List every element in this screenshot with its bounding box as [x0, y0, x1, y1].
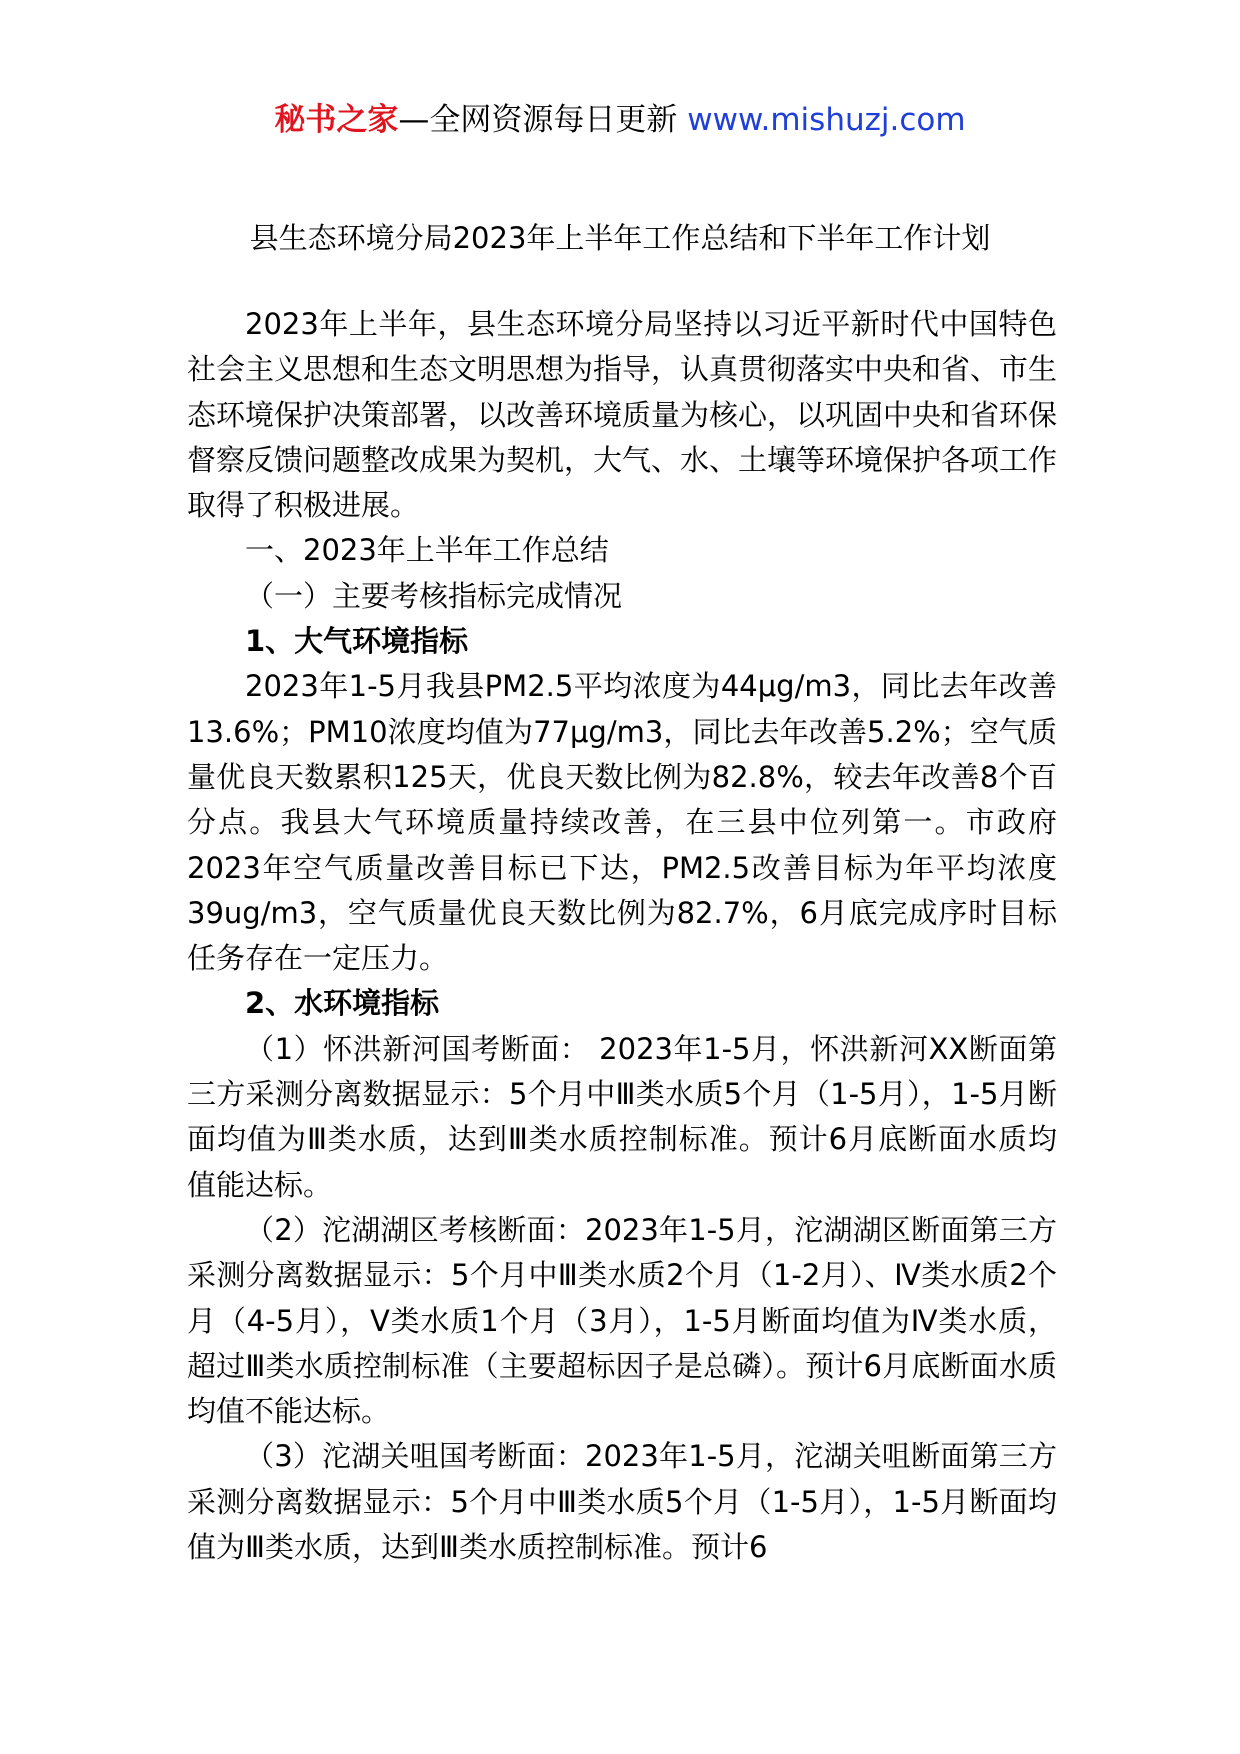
section-heading-summary: 一、2023年上半年工作总结 [245, 533, 609, 568]
document-body [187, 302, 1057, 1570]
paragraph-water-section-2: （2）沱湖湖区考核断面：2023年1-5月，沱湖湖区断面第三方采测分离数据显示：5个月中Ⅲ类水质2个月（1-2月）、Ⅳ类水质2个月（4-5月），Ⅴ类水质1个月（3月），1-5月断面均值为Ⅳ类水质，超过Ⅲ类水质控制标准（主要超标因子是总磷）。预计6月底断面水质均值不能达标。 [187, 1212, 1057, 1429]
intro-paragraph: 2023年上半年，县生态环境分局坚持以习近平新时代中国特色社会主义思想和生态文明思想为指导，认真贯彻落实中央和省、市生态环境保护决策部署，以改善环境质量为核心，以巩固中央和省环保督察反馈问题整改成果为契机，大气、水、土壤等环境保护各项工作取得了积极进展。 [187, 307, 1058, 523]
subsection-heading-indicators: （一）主要考核指标完成情况 [245, 578, 623, 613]
site-watermark-header [0, 98, 1240, 142]
document-title: 县生态环境分局2023年上半年工作总结和下半年工作计划 [249, 221, 991, 255]
brand-name: 秘书之家 [274, 102, 399, 138]
paragraph-air-quality: 2023年1-5月我县PM2.5平均浓度为44μg/m3，同比去年改善13.6%；PM10浓度均值为77μg/m3，同比去年改善5.2%；空气质量优良天数累积125天，优良天数比例为82.8%，较去年改善8个百分点。我县大气环境质量持续改善，在三县中位列第一。市政府2023年空气质量改善目标已下达，PM2.5改善目标为年平均浓度39ug/m3，空气质量优良天数比例为82.7%，6月底完成序时目标任务存在一定压力。 [187, 669, 1057, 976]
heading-air-indicators: 1、大气环境指标 [245, 624, 469, 659]
paragraph-water-section-3: （3）沱湖关咀国考断面：2023年1-5月，沱湖关咀断面第三方采测分离数据显示：5个月中Ⅲ类水质5个月（1-5月），1-5月断面均值为Ⅲ类水质，达到Ⅲ类水质控制标准。预计6 [187, 1439, 1057, 1565]
heading-water-indicators: 2、水环境指标 [245, 986, 440, 1021]
brand-url: www.mishuzj.com [687, 102, 966, 138]
paragraph-water-section-1: （1）怀洪新河国考断面： 2023年1-5月，怀洪新河XX断面第三方采测分离数据显示：5个月中Ⅲ类水质5个月（1-5月），1-5月断面均值为Ⅲ类水质，达到Ⅲ类水质控制标准。预计6月底断面水质均值能达标。 [187, 1031, 1057, 1202]
brand-slogan: —全网资源每日更新 [398, 102, 688, 138]
